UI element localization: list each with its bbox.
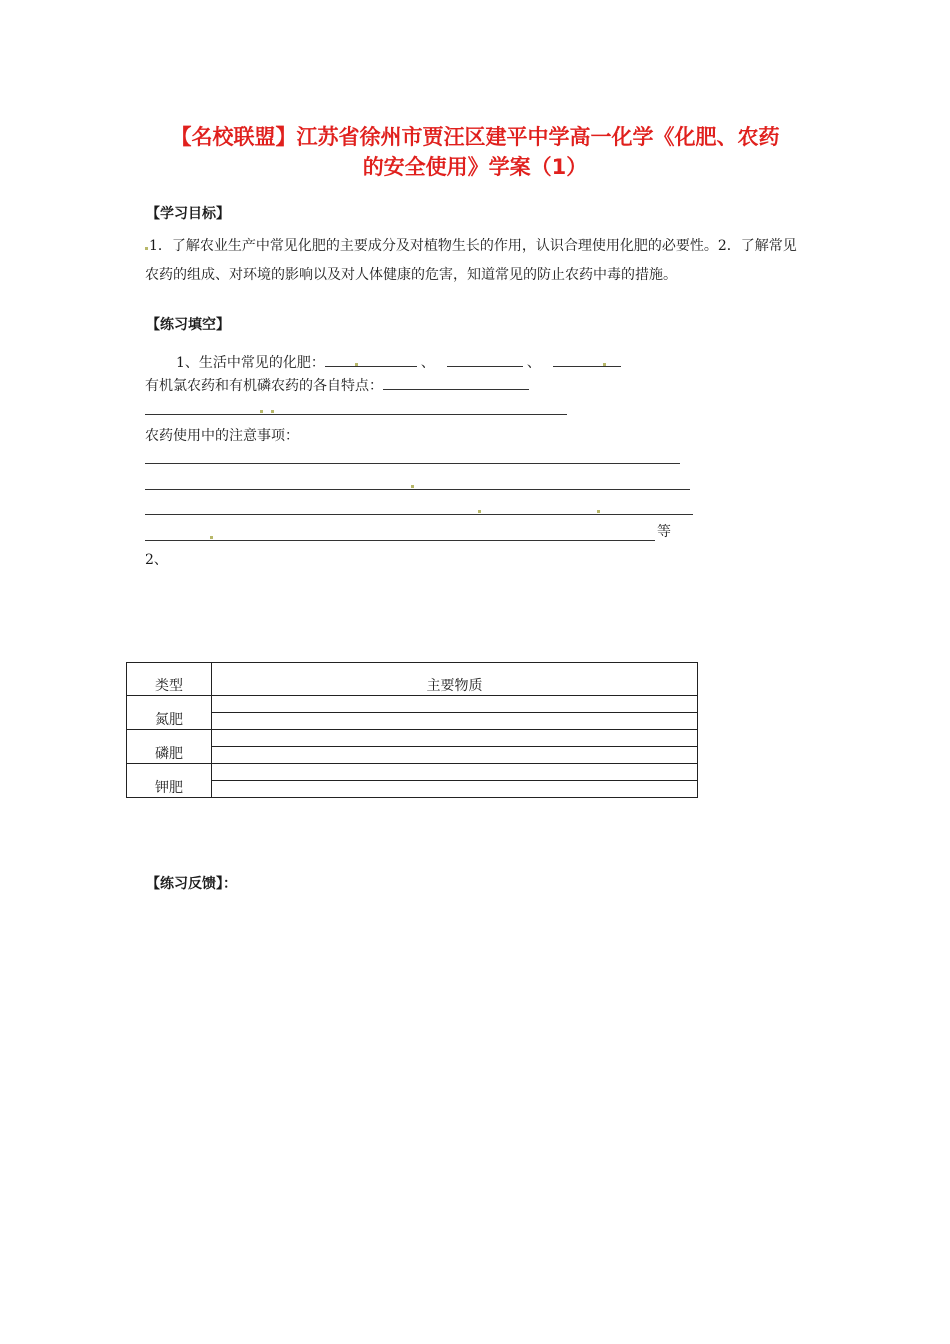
q1-fertilizer-line xyxy=(176,352,621,373)
section-goals-heading: 【学习目标】 xyxy=(146,206,230,222)
goals-paragraph xyxy=(145,232,810,290)
page-title xyxy=(130,122,820,182)
marker-dot xyxy=(145,247,148,250)
q2-prompt: 2、 xyxy=(145,552,168,568)
separator: 、 xyxy=(420,355,435,371)
section-practice-heading: 【练习填空】 xyxy=(146,317,230,333)
section-feedback-heading: 【练习反馈】： xyxy=(146,876,237,892)
table-row xyxy=(127,781,698,798)
table-row xyxy=(127,730,698,747)
blank-fertilizer-1[interactable] xyxy=(325,352,417,367)
blank-notes-1[interactable] xyxy=(145,463,680,464)
title-line-2: 的安全使用》学案（1） xyxy=(362,155,588,179)
separator: 、 xyxy=(526,355,541,371)
goals-text: 1．了解农业生产中常见化肥的主要成分及对植物生长的作用，认识合理使用化肥的必要性。2．了解常见农药的组成、对环境的影响以及对人体健康的危害，知道常见的防止农药中毒的措施。 xyxy=(145,238,797,283)
blank-pesticide-1[interactable] xyxy=(383,375,529,390)
blank-pesticide-2[interactable] xyxy=(145,414,567,415)
marker-dot xyxy=(411,485,414,488)
blank-fertilizer-3[interactable] xyxy=(553,352,621,367)
table-cell[interactable] xyxy=(212,713,698,730)
marker-dot xyxy=(478,510,481,513)
table-row xyxy=(127,747,698,764)
row-label-phosphorus: 磷肥 xyxy=(127,730,212,764)
table-row xyxy=(127,764,698,781)
blank-fertilizer-2[interactable] xyxy=(447,352,523,367)
table-cell[interactable] xyxy=(212,764,698,781)
pesticide-line xyxy=(145,375,529,396)
notes-prompt: 农药使用中的注意事项： xyxy=(145,428,299,444)
table-row xyxy=(127,696,698,713)
table-cell[interactable] xyxy=(212,730,698,747)
table-cell[interactable] xyxy=(212,747,698,764)
row-label-potassium: 钾肥 xyxy=(127,764,212,798)
blank-notes-2[interactable] xyxy=(145,489,690,490)
blank-notes-3[interactable] xyxy=(145,514,693,515)
title-line-1: 【名校联盟】江苏省徐州市贾汪区建平中学高一化学《化肥、农药 xyxy=(170,125,780,149)
row-label-nitrogen: 氮肥 xyxy=(127,696,212,730)
marker-dot xyxy=(210,536,213,539)
fertilizer-table xyxy=(126,662,698,798)
table-row xyxy=(127,713,698,730)
header-main-substance: 主要物质 xyxy=(212,663,698,696)
table-cell[interactable] xyxy=(212,781,698,798)
blank-notes-4[interactable] xyxy=(145,540,655,541)
table-cell[interactable] xyxy=(212,696,698,713)
pesticide-prompt: 有机氯农药和有机磷农药的各自特点： xyxy=(145,378,383,394)
etc-text: 等 xyxy=(657,524,671,540)
q1-prompt: 1、生活中常见的化肥： xyxy=(176,355,325,371)
marker-dot xyxy=(271,410,274,413)
table-header-row xyxy=(127,663,698,696)
header-type: 类型 xyxy=(127,663,212,696)
marker-dot xyxy=(597,510,600,513)
marker-dot xyxy=(260,410,263,413)
